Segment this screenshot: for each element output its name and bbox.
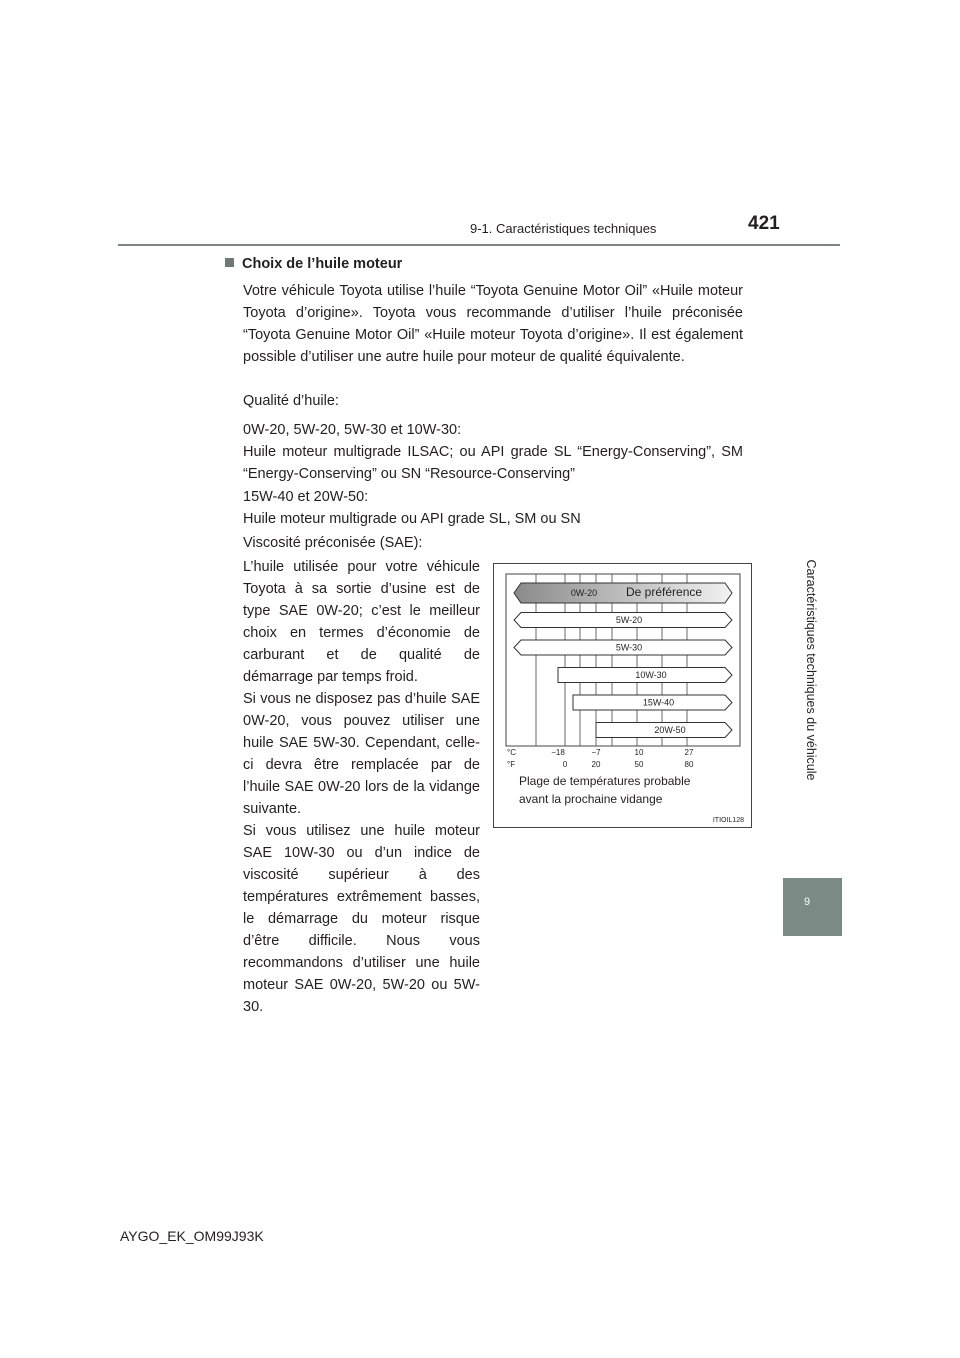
- figure-code: ITIOIL128: [712, 817, 744, 824]
- chapter-title: Caractéristiques techniques du véhicule: [804, 559, 818, 781]
- chapter-tab: [783, 878, 842, 936]
- paragraph-oil-quality-title: Qualité d’huile:: [243, 393, 339, 409]
- paragraph-grades-b-title: 15W-40 et 20W-50:: [243, 489, 369, 505]
- paragraph-grades-a-title: 0W-20, 5W-20, 5W-30 et 10W-30:: [243, 422, 462, 438]
- document-code: AYGO_EK_OM99J93K: [120, 1228, 264, 1244]
- paragraph-alternative-oil: Si vous ne disposez pas d’huile SAE 0W-20, vous pouvez utiliser une huile SAE 5W-30. Cependant, celle-ci devra être remplacée par de l’huile SAE 0W-20 lors de la vidange suivante.: [243, 691, 480, 817]
- grade-label-20w-50: 20W-50: [654, 725, 686, 735]
- paragraph-factory-oil: L’huile utilisée pour votre véhicule Toyota à sa sortie d’usine est de type SAE 0W-20; c’est le meilleur choix en termes d’économie de carburant et de qualité de démarrage par temps froid.: [243, 559, 480, 685]
- chapter-side-label: [780, 465, 842, 875]
- grade-label-0w-20: 0W-20: [570, 588, 598, 598]
- section-heading: [225, 256, 402, 272]
- grade-label-15w-40: 15W-40: [642, 697, 675, 708]
- header-divider: [118, 244, 840, 246]
- tick-c-3: 10: [634, 748, 644, 757]
- chapter-number: 9: [804, 896, 811, 908]
- grade-label-5w-30: 5W-30: [615, 642, 643, 653]
- preferred-label: De préférence: [626, 585, 703, 599]
- heading-square-icon: [225, 258, 234, 267]
- page-number: 421: [748, 213, 780, 234]
- tick-c-1: −18: [551, 748, 565, 757]
- heading-text: Choix de l’huile moteur: [242, 256, 403, 272]
- paragraph-viscosity-title: Viscosité préconisée (SAE):: [243, 535, 423, 551]
- paragraph-cold-start: Si vous utilisez une huile moteur SAE 10W-30 ou d’un indice de viscosité supérieur à des températures extrêmement basses, le démarrage du moteur risque d’être difficile. Nous vous recommandons d’utiliser une huile moteur SAE 0W-20, 5W-20 ou 5W-30.: [243, 823, 480, 1015]
- tick-f-4: 80: [684, 760, 694, 769]
- tick-f-1: 0: [562, 760, 568, 769]
- tick-f-3: 50: [634, 760, 644, 769]
- paragraph-intro: Votre véhicule Toyota utilise l’huile “Toyota Genuine Motor Oil” «Huile moteur Toyota d’origine». Toyota vous recommande d’utiliser l’huile préconisée “Toyota Genuine Motor Oil” «Huile moteur Toyota d’origine». Il est également possible d’utiliser une autre huile pour moteur de qualité équivalente.: [243, 283, 743, 365]
- caption-line-1: Plage de températures probable: [519, 774, 691, 788]
- axis-c-unit: °C: [507, 748, 516, 757]
- tick-f-2: 20: [591, 760, 601, 769]
- viscosity-figure: [493, 563, 752, 828]
- viscosity-chart: [494, 564, 753, 829]
- paragraph-grades-b-spec: Huile moteur multigrade ou API grade SL, SM ou SN: [243, 511, 581, 527]
- axis-f-unit: °F: [507, 760, 516, 769]
- caption-line-2: avant la prochaine vidange: [519, 792, 663, 806]
- tick-c-4: 27: [684, 748, 694, 757]
- grade-label-10w-30: 10W-30: [635, 670, 667, 680]
- section-title: 9-1. Caractéristiques techniques: [470, 221, 657, 236]
- paragraph-grades-a-spec: Huile moteur multigrade ILSAC; ou API grade SL “Energy-Conserving”, SM “Energy-Conserving” ou SN “Resource-Conserving”: [243, 444, 743, 482]
- tick-c-2: −7: [591, 748, 601, 757]
- grade-label-5w-20: 5W-20: [615, 615, 643, 625]
